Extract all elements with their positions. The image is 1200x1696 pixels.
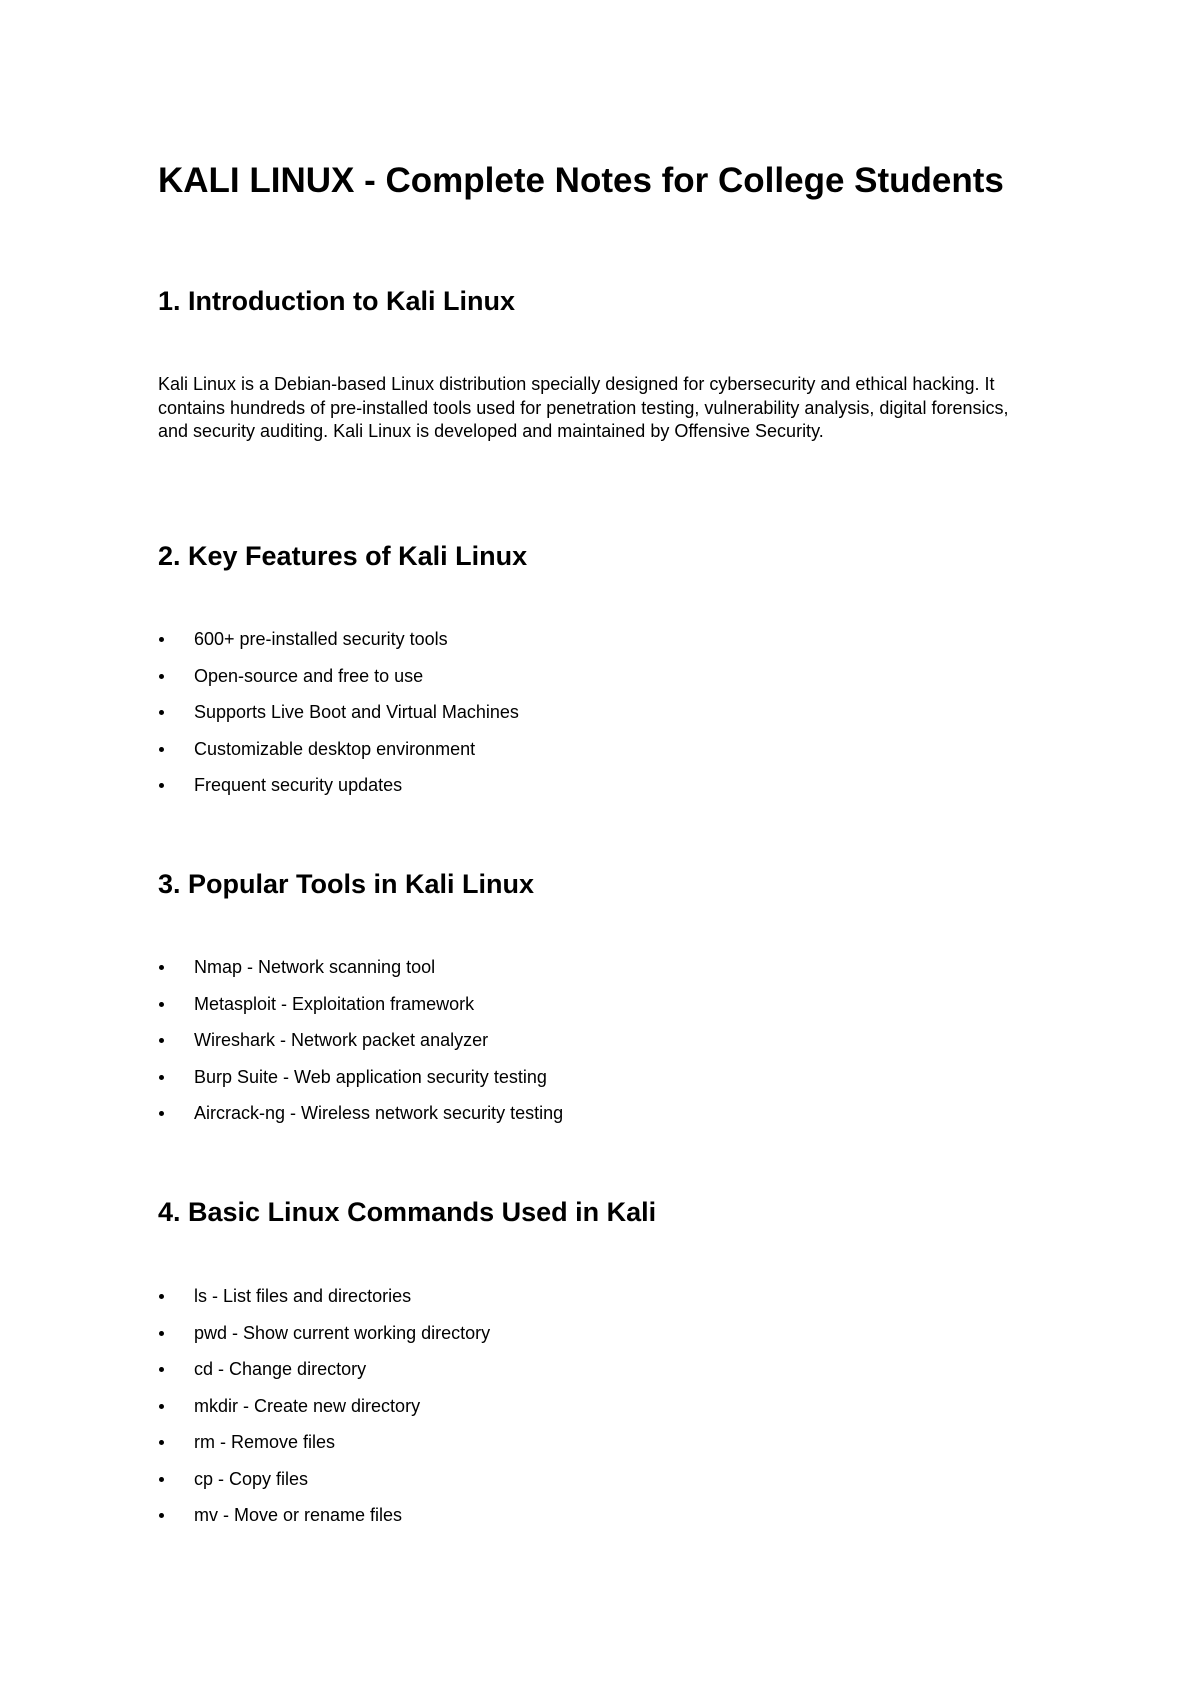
list-item-text: Burp Suite - Web application security testing bbox=[194, 1066, 547, 1087]
bullet-icon bbox=[159, 747, 164, 752]
list-item-text: Nmap - Network scanning tool bbox=[194, 957, 436, 977]
bullet-icon bbox=[159, 674, 164, 679]
list-item-text: Frequent security updates bbox=[194, 775, 403, 795]
section-heading-popular-tools: 3. Popular Tools in Kali Linux bbox=[158, 869, 535, 899]
list-item-text: mkdir - Create new directory bbox=[194, 1395, 421, 1416]
list-item-text: cd - Change directory bbox=[194, 1359, 367, 1379]
list-item-text: pwd - Show current working directory bbox=[194, 1322, 491, 1343]
list-item bbox=[158, 664, 519, 701]
list-item-text: Metasploit - Exploitation framework bbox=[194, 993, 475, 1014]
list-item bbox=[158, 1065, 563, 1102]
list-item-text: ls - List files and directories bbox=[194, 1286, 412, 1306]
list-item-text: mv - Move or rename files bbox=[194, 1505, 403, 1525]
bullet-icon bbox=[159, 1513, 164, 1518]
bullet-icon bbox=[159, 1367, 164, 1372]
key-features-list bbox=[158, 627, 519, 810]
bullet-icon bbox=[159, 1111, 164, 1116]
list-item bbox=[158, 1101, 563, 1138]
list-item bbox=[158, 1394, 490, 1431]
list-item bbox=[158, 627, 519, 664]
list-item bbox=[158, 737, 519, 774]
list-item-text: Aircrack-ng - Wireless network security testing bbox=[194, 1103, 564, 1123]
bullet-icon bbox=[159, 1331, 164, 1336]
list-item-text: Open-source and free to use bbox=[194, 665, 424, 686]
list-item-text: cp - Copy files bbox=[194, 1468, 309, 1489]
list-item-text: 600+ pre-installed security tools bbox=[194, 629, 448, 649]
bullet-icon bbox=[159, 1075, 164, 1080]
list-item-text: Wireshark - Network packet analyzer bbox=[194, 1030, 489, 1050]
list-item bbox=[158, 1503, 490, 1540]
bullet-icon bbox=[159, 965, 164, 970]
list-item bbox=[158, 992, 563, 1029]
bullet-icon bbox=[159, 1440, 164, 1445]
list-item-text: Supports Live Boot and Virtual Machines bbox=[194, 702, 519, 722]
list-item bbox=[158, 1357, 490, 1394]
bullet-icon bbox=[159, 783, 164, 788]
list-item bbox=[158, 700, 519, 737]
bullet-icon bbox=[159, 710, 164, 715]
introduction-paragraph: Kali Linux is a Debian-based Linux distribution specially designed for cybersecurity and ethical hacking. It contains hundreds of pre-installed tools used for penetration testing, vulnerability analysis, digital forensics, and security auditing. Kali Linux is developed and maintained by Offensive Security. bbox=[158, 374, 1009, 441]
list-item bbox=[158, 1284, 490, 1321]
list-item bbox=[158, 1467, 490, 1504]
bullet-icon bbox=[159, 1038, 164, 1043]
section-heading-key-features: 2. Key Features of Kali Linux bbox=[158, 541, 528, 571]
list-item-text: rm - Remove files bbox=[194, 1432, 336, 1452]
section-heading-introduction: 1. Introduction to Kali Linux bbox=[158, 286, 515, 316]
list-item bbox=[158, 1321, 490, 1358]
list-item-text: Customizable desktop environment bbox=[194, 738, 476, 759]
list-item bbox=[158, 773, 519, 810]
bullet-icon bbox=[159, 1294, 164, 1299]
bullet-icon bbox=[159, 1477, 164, 1482]
section-heading-basic-commands: 4. Basic Linux Commands Used in Kali bbox=[158, 1197, 657, 1227]
bullet-icon bbox=[159, 1002, 164, 1007]
bullet-icon bbox=[159, 1404, 164, 1409]
basic-commands-list bbox=[158, 1284, 490, 1540]
bullet-icon bbox=[159, 637, 164, 642]
document-title: KALI LINUX - Complete Notes for College Students bbox=[158, 161, 1004, 200]
list-item bbox=[158, 1430, 490, 1467]
popular-tools-list bbox=[158, 955, 563, 1138]
list-item bbox=[158, 955, 563, 992]
list-item bbox=[158, 1028, 563, 1065]
